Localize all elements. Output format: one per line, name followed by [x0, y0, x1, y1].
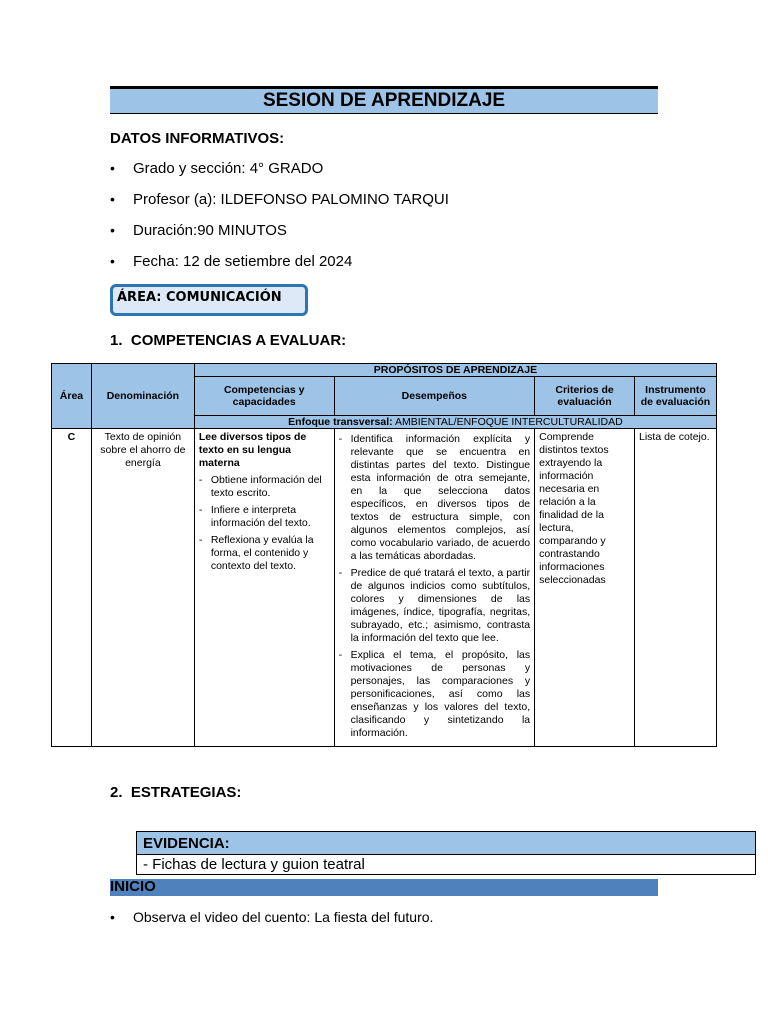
section-1-heading: [110, 332, 346, 349]
cell-area: C: [52, 429, 92, 747]
cell-desempenos: [334, 429, 535, 747]
list-item: - Infiere e interpreta información del texto.: [199, 504, 330, 530]
section-2-heading: [110, 784, 241, 801]
area-box: [110, 284, 308, 316]
cell-denominacion: Texto de opinión sobre el ahorro de energía: [91, 429, 194, 747]
cell-instrumento: Lista de cotejo.: [635, 429, 717, 747]
capacidades-list: [199, 474, 330, 573]
bullet-icon: •: [110, 191, 115, 207]
bullet-icon: •: [110, 909, 115, 925]
header-area: Área: [52, 364, 92, 429]
desempenos-list: [339, 433, 531, 740]
evidencia-title: EVIDENCIA:: [137, 832, 756, 855]
list-item: - Reflexiona y evalúa la forma, el contenido y contexto del texto.: [199, 534, 330, 573]
header-criterios: Criterios de evaluación: [535, 377, 635, 416]
header-propositos: PROPÓSITOS DE APRENDIZAJE: [194, 364, 716, 377]
header-competencias: Competencias y capacidades: [194, 377, 334, 416]
list-item: [110, 909, 433, 925]
list-item: - Predice de qué tratará el texto, a partir de algunos indicios como subtítulos, colores y dimensiones de las imágenes, índice, tipografía, negritas, subrayado, etc.; asimismo, contrasta la información del texto que lee.: [339, 567, 531, 645]
list-item: [110, 160, 323, 177]
cell-criterios: Comprende distintos textos extrayendo la información necesaria en relación a la finalidad de la lectura, comparando y contrastando informaciones seleccionadas: [535, 429, 635, 747]
area-label: ÁREA: COMUNICACIÓN: [117, 290, 282, 305]
page-title: SESION DE APRENDIZAJE: [110, 86, 658, 114]
evidencia-item: - Fichas de lectura y guion teatral: [137, 855, 756, 875]
datos-heading: DATOS INFORMATIVOS:: [110, 130, 285, 147]
header-desempenos: Desempeños: [334, 377, 535, 416]
grado-text: Grado y sección: 4° GRADO: [133, 160, 324, 177]
header-denominacion: Denominación: [91, 364, 194, 429]
list-item: [110, 222, 287, 239]
competencia-title: Lee diversos tipos de texto en su lengua materna: [198, 431, 307, 469]
enfoque-row: [194, 416, 716, 429]
table-row: [52, 429, 717, 747]
fecha-text: Fecha: 12 de setiembre del 2024: [133, 253, 353, 270]
inicio-item: Observa el video del cuento: La fiesta del futuro.: [133, 909, 434, 925]
section-number: 2.: [110, 784, 123, 801]
profesor-text: Profesor (a): ILDEFONSO PALOMINO TARQUI: [133, 191, 449, 208]
list-item: [110, 191, 449, 208]
competencias-table: [51, 363, 717, 747]
list-item: - Obtiene información del texto escrito.: [199, 474, 330, 500]
section-number: 1.: [110, 332, 123, 349]
section-title: ESTRATEGIAS:: [130, 784, 242, 801]
evidencia-table: [136, 831, 756, 875]
header-instrumento: Instrumento de evaluación: [635, 377, 717, 416]
list-item: - Identifica información explícita y relevante que se encuentra en distintas partes del texto. Distingue esta información de otra semejante, en la que selecciona datos específicos, en diversos tipos de textos de estructura simple, con algunos elementos complejos, así como vocabulario variado, de acuerdo a las temáticas abordadas.: [339, 433, 531, 563]
enfoque-value: AMBIENTAL/ENFOQUE INTERCULTURALIDAD: [392, 416, 623, 428]
duracion-text: Duración:90 MINUTOS: [133, 222, 287, 239]
bullet-icon: •: [110, 253, 115, 269]
inicio-bar: INICIO: [110, 879, 658, 896]
list-item: [110, 253, 352, 270]
cell-competencias: [194, 429, 334, 747]
enfoque-label: Enfoque transversal:: [288, 416, 393, 428]
list-item: - Explica el tema, el propósito, las motivaciones de personas y personajes, las comparaciones y personificaciones, así como las enseñanzas y los valores del texto, clasificando y sintetizando la información.: [339, 649, 531, 740]
bullet-icon: •: [110, 160, 115, 176]
bullet-icon: •: [110, 222, 115, 238]
section-title: COMPETENCIAS A EVALUAR:: [130, 332, 347, 349]
